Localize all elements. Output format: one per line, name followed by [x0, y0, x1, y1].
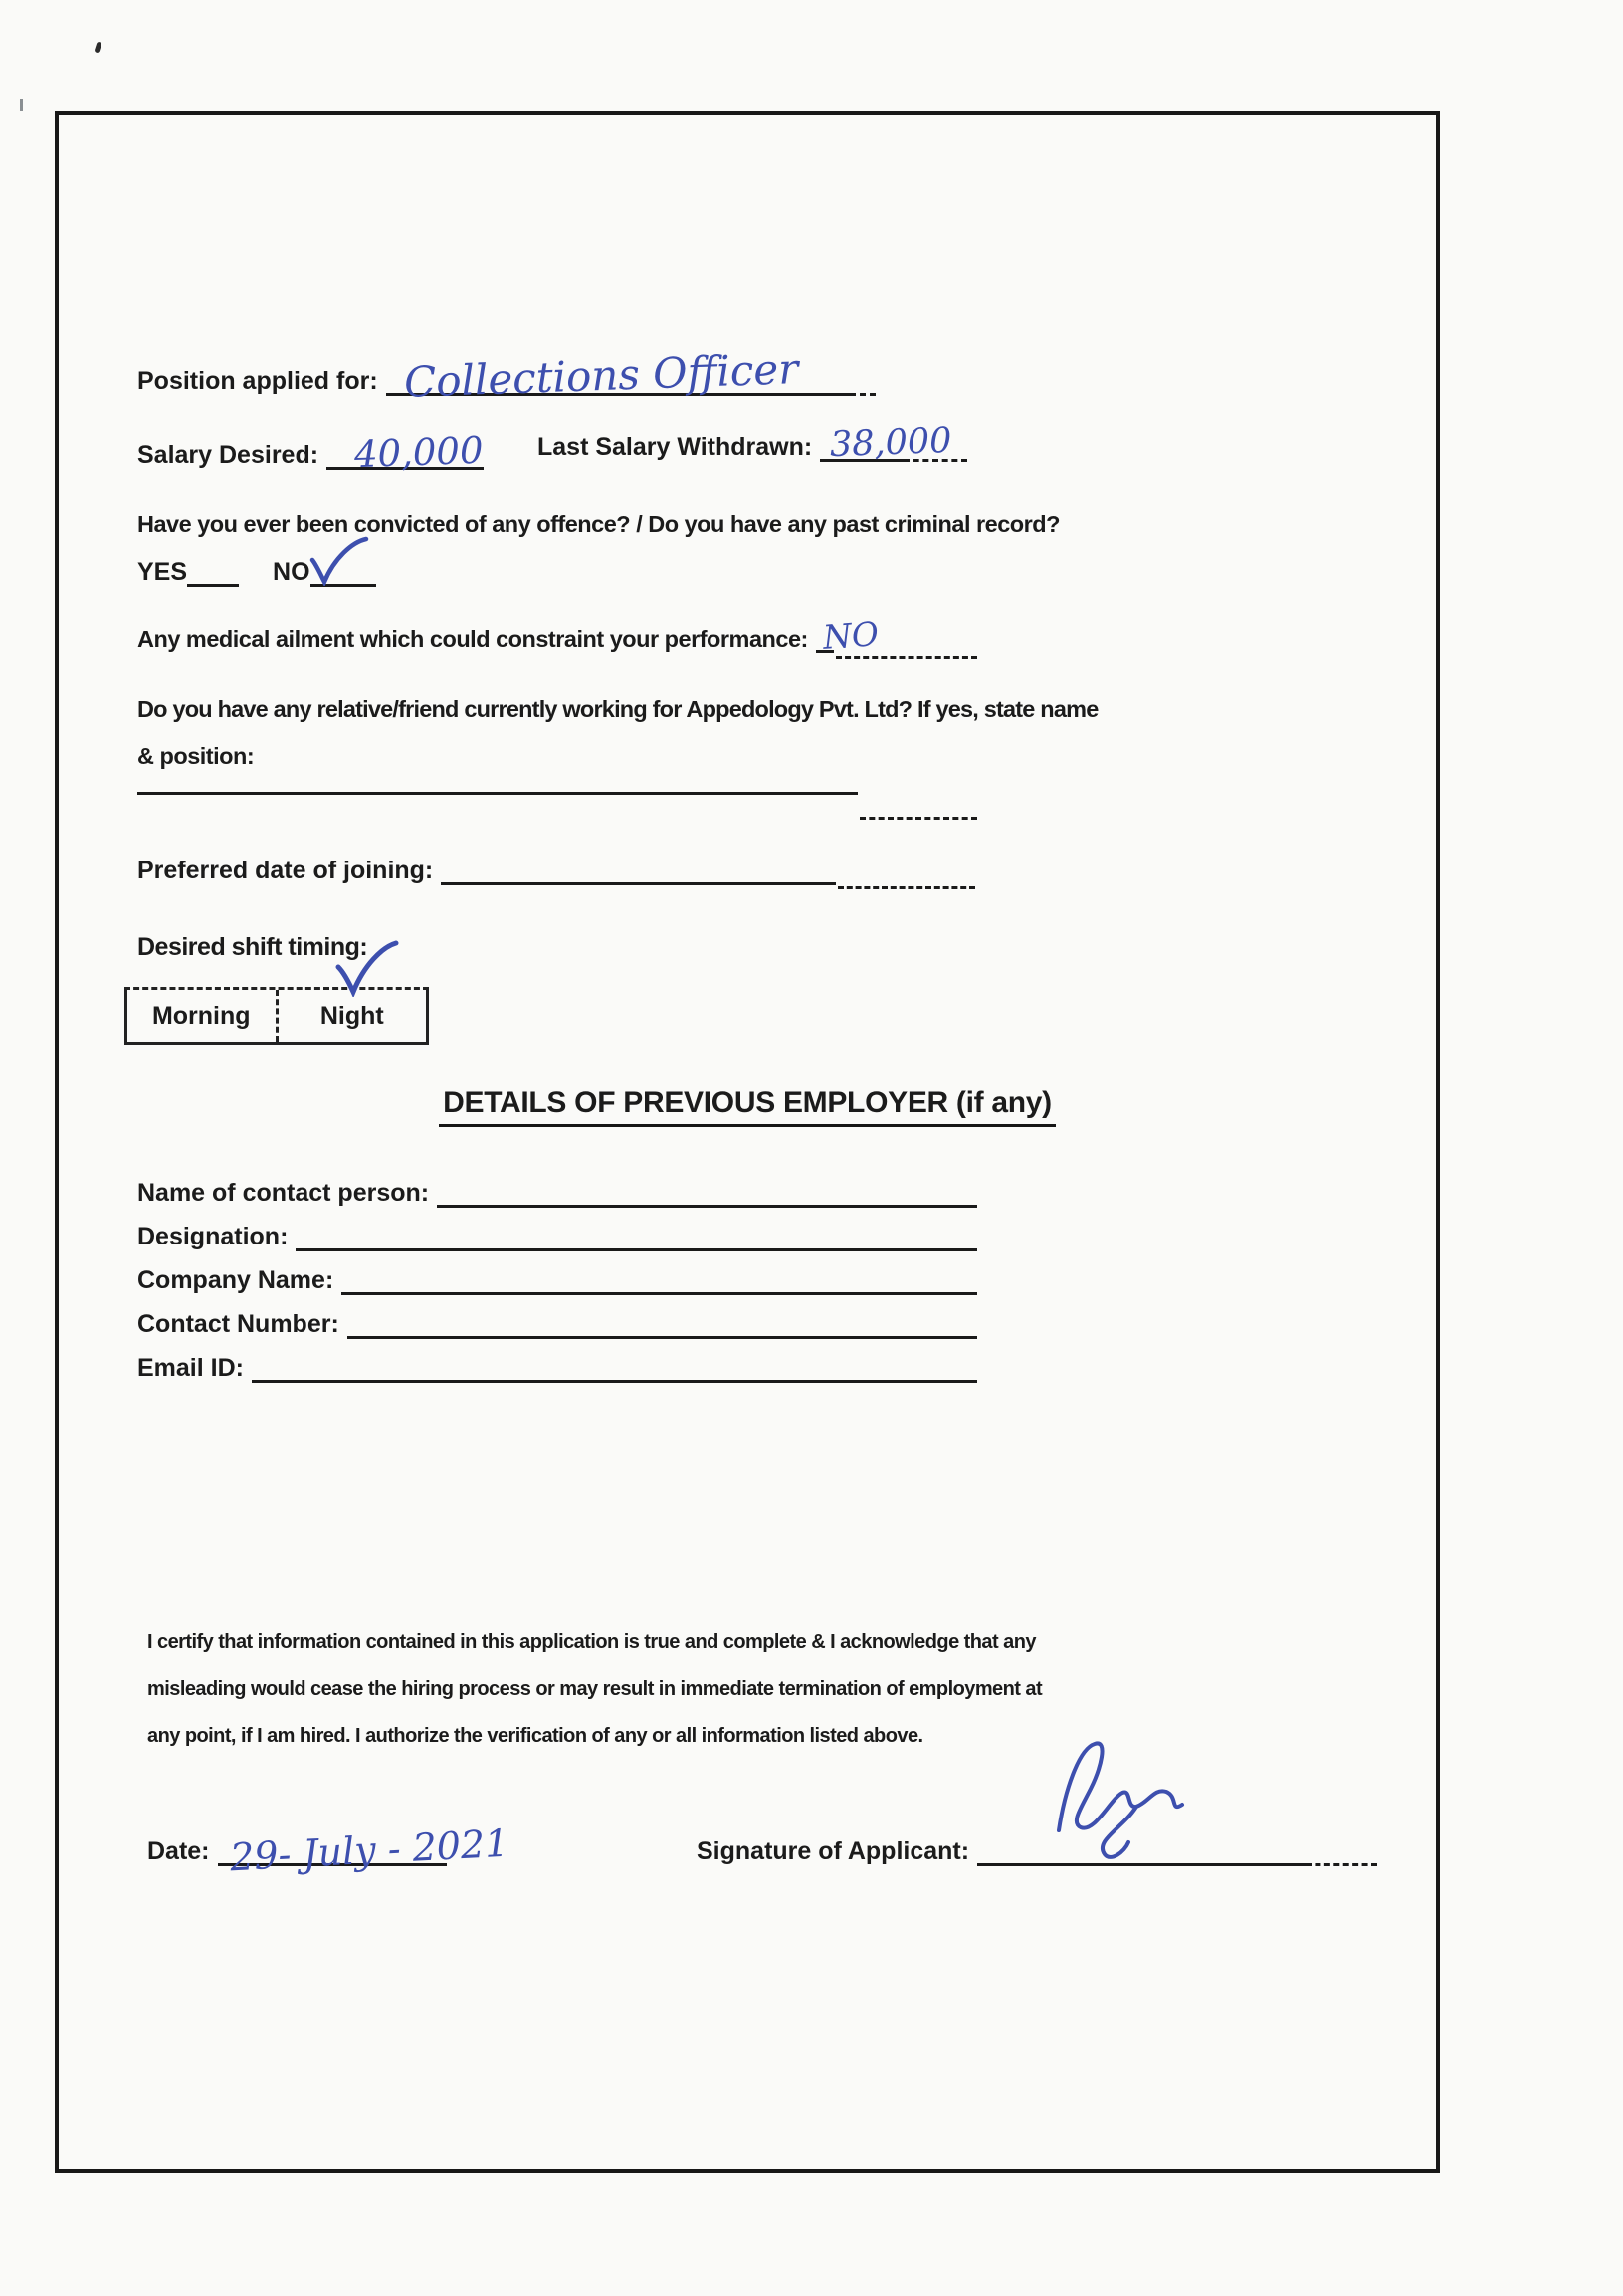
shift-option-morning: Morning — [151, 1001, 251, 1030]
designation-label: Designation: — [137, 1223, 289, 1250]
signature-label: Signature of Applicant: — [697, 1837, 970, 1865]
salary-desired-row — [137, 428, 485, 476]
previous-employer-heading: DETAILS OF PREVIOUS EMPLOYER (if any) — [439, 1086, 1056, 1127]
date-value-handwriting: 29- July - 2021 — [228, 1820, 509, 1879]
medical-value-handwriting: NO — [821, 613, 881, 657]
night-checkmark-icon — [330, 937, 402, 997]
certification-line: misleading would cease the hiring process or may result in immediate termination of employment at — [147, 1678, 1043, 1700]
certification-paragraph — [147, 1631, 1042, 1772]
email-id-line — [252, 1376, 977, 1383]
scan-speck — [94, 41, 101, 53]
last-salary-value-handwriting: 38,000 — [829, 420, 953, 465]
date-row — [147, 1820, 509, 1879]
scan-speck — [20, 99, 23, 111]
joining-row — [137, 858, 836, 885]
yes-label: YES — [137, 558, 188, 586]
email-id-row — [137, 1355, 977, 1383]
conviction-question: Have you ever been convicted of any offence? / Do you have any past criminal record? — [137, 511, 1061, 537]
contact-number-line — [347, 1332, 977, 1339]
yes-answer-line — [187, 580, 239, 587]
contact-number-label: Contact Number: — [137, 1310, 339, 1338]
date-label: Date: — [147, 1837, 210, 1865]
company-name-label: Company Name: — [137, 1266, 334, 1294]
position-field-line — [386, 343, 850, 407]
certification-line: I certify that information contained in this application is true and complete & I acknowledge that any — [147, 1631, 1036, 1653]
certification-line: any point, if I am hired. I authorize the verification of any or all information listed above. — [147, 1725, 923, 1747]
medical-field-line — [816, 613, 881, 657]
position-label: Position applied for: — [137, 367, 378, 395]
shift-option-night: Night — [276, 990, 427, 1042]
salary-field-line — [326, 428, 485, 476]
line-dash-tail — [836, 652, 977, 659]
contact-number-row — [137, 1311, 977, 1339]
previous-employer-section — [55, 1086, 1440, 1127]
company-name-row — [137, 1267, 977, 1295]
line-dash-tail — [1306, 1859, 1377, 1866]
medical-row — [137, 613, 881, 657]
relative-question-line2: & position: — [137, 743, 255, 769]
email-id-label: Email ID: — [137, 1354, 244, 1382]
joining-label: Preferred date of joining: — [137, 857, 434, 884]
no-label: NO — [273, 558, 310, 586]
medical-label: Any medical ailment which could constraint your performance: — [137, 626, 808, 652]
designation-row — [137, 1224, 977, 1251]
contact-person-line — [437, 1201, 977, 1208]
shift-label: Desired shift timing: — [137, 933, 368, 961]
line-dash-tail — [838, 882, 975, 889]
position-value-handwriting: Collections Officer — [403, 343, 800, 407]
relative-question-line1: Do you have any relative/friend currently working for Appedology Pvt. Ltd? If yes, state name — [137, 696, 1099, 722]
last-salary-label: Last Salary Withdrawn: — [537, 433, 813, 461]
contact-person-label: Name of contact person: — [137, 1179, 430, 1207]
conviction-answer-row — [137, 559, 376, 587]
salary-desired-label: Salary Desired: — [137, 441, 319, 469]
relative-answer-row — [137, 788, 858, 795]
no-checkmark-icon — [306, 534, 372, 586]
date-field-line — [218, 1820, 509, 1879]
relative-answer-line — [137, 788, 858, 795]
position-row — [137, 343, 876, 407]
contact-person-row — [137, 1180, 977, 1208]
line-dash-tail — [850, 389, 876, 396]
line-dash-tail — [860, 813, 977, 820]
designation-line — [296, 1244, 977, 1251]
last-salary-field-line — [820, 420, 953, 465]
no-answer-line — [310, 580, 376, 587]
joining-field-line — [441, 878, 836, 885]
company-name-line — [341, 1288, 977, 1295]
applicant-signature — [1025, 1733, 1234, 1872]
last-salary-row — [537, 420, 967, 465]
salary-value-handwriting: 40,000 — [353, 428, 485, 476]
